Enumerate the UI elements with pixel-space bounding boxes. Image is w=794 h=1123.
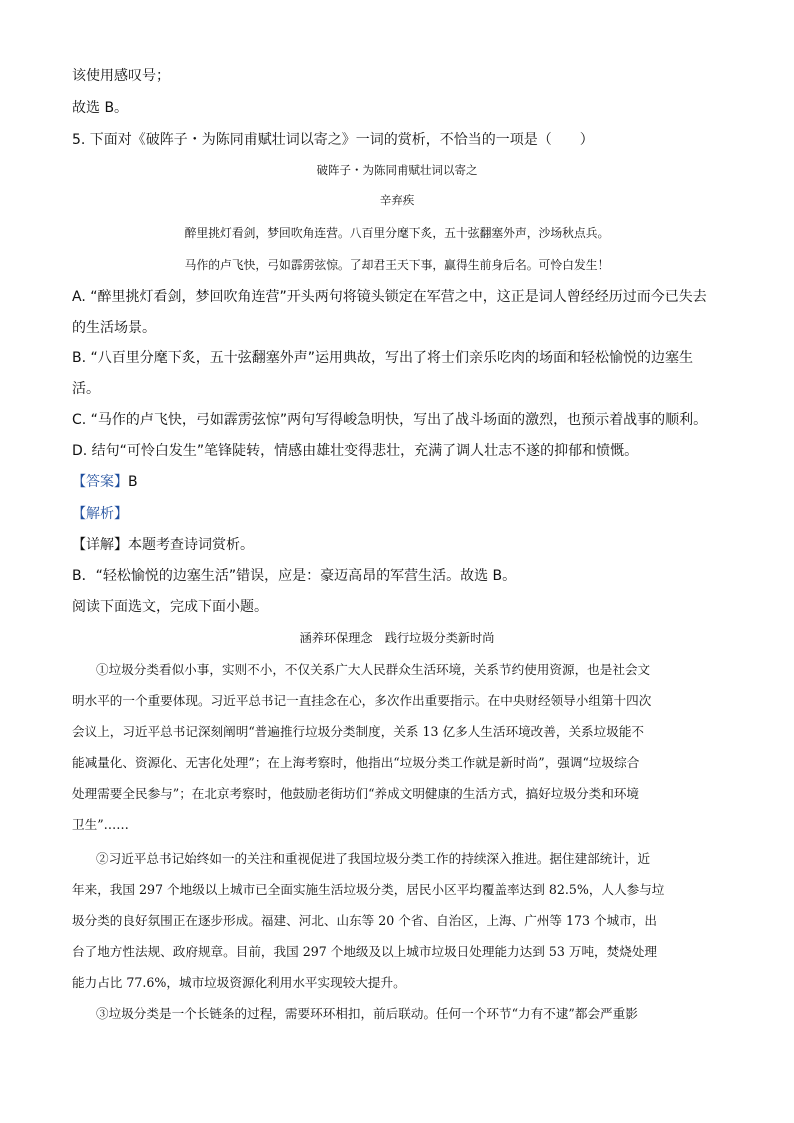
poem-author: 辛弃疾 <box>379 193 415 207</box>
option-d: D. 结句“可怜白发生”笔锋陡转，情感由雄壮变得悲壮，充满了调人壮志不遂的抑郁和愤慨。 <box>72 443 639 459</box>
analysis-label: 【解析】 <box>72 506 128 522</box>
option-b-cont: 活。 <box>72 381 100 397</box>
option-c: C. “马作的卢飞快，弓如霹雳弦惊”两句写得峻急明快，写出了战斗场面的激烈，也预示着战事的顺利。 <box>72 412 708 428</box>
option-a: A. “醉里挑灯看剑，梦回吹角连营”开头两句将镜头锁定在军营之中，这正是词人曾经经历过而今已失去 <box>72 289 707 305</box>
essay-line: 圾分类的良好氛围正在逐步形成。福建、河北、山东等 20 个省、自治区，上海、广州等 173 个城市，出 <box>72 913 658 928</box>
essay-title: 涵养环保理念 践行垃圾分类新时尚 <box>299 631 495 645</box>
essay-line: ①垃圾分类看似小事，实则不小，不仅关系广大人民群众生活环境，关系节约使用资源，也是社会文 <box>96 662 651 677</box>
answer-value: B <box>128 474 138 490</box>
poem-line: 马作的卢飞快，弓如霹雳弦惊。了却君王天下事，赢得生前身后名。可怜白发生！ <box>184 258 610 272</box>
essay-line: 能减量化、资源化、无害化处理”；在上海考察时，他指出“垃圾分类工作就是新时尚”，强调“垃圾综合 <box>72 755 640 770</box>
essay-line: 卫生”…… <box>72 817 129 832</box>
detail-explanation: B．“轻松愉悦的边塞生活”错误，应是：豪迈高昂的军营生活。故选 B。 <box>72 568 517 584</box>
essay-line: 处理需要全民参与”；在北京考察时，他鼓励老街坊们“养成文明健康的生活方式，搞好垃圾分类和环境 <box>72 786 640 801</box>
detail-label: 【详解】 <box>72 537 128 553</box>
essay-line: 会议上，习近平总书记深刻阐明“普遍推行垃圾分类制度，关系 13 亿多人生活环境改善，关系垃圾能不 <box>72 724 645 739</box>
option-b: B. “八百里分麾下炙，五十弦翻塞外声”运用典故，写出了将士们亲乐吃肉的场面和轻松愉悦的边塞生 <box>72 350 694 366</box>
answer-label: 【答案】 <box>72 474 128 490</box>
poem-title: 破阵子・为陈同甫赋壮词以寄之 <box>316 163 478 177</box>
answer-line <box>72 472 722 492</box>
essay-line: ③垃圾分类是一个长链条的过程，需要环环相扣，前后联动。任何一个环节“力有不逮”都会严重影 <box>96 1006 638 1021</box>
essay-line: 台了地方性法规、政府规章。目前，我国 297 个地级及以上城市垃圾日处理能力达到 53 万吨，焚烧处理 <box>72 944 658 959</box>
text-line: 故选 B。 <box>72 100 129 116</box>
detail-line <box>72 535 722 555</box>
detail-text: 本题考查诗词赏析。 <box>128 537 254 553</box>
reading-prompt: 阅读下面选文，完成下面小题。 <box>72 599 268 615</box>
essay-line: 年来，我国 297 个地级以上城市已全面实施生活垃圾分类，居民小区平均覆盖率达到 82.5%，人人参与垃 <box>72 882 665 897</box>
poem-line: 醉里挑灯看剑，梦回吹角连营。八百里分麾下炙，五十弦翻塞外声，沙场秋点兵。 <box>184 226 610 240</box>
text-line: 该使用感叹号； <box>72 68 170 84</box>
essay-line: ②习近平总书记始终如一的关注和重视促进了我国垃圾分类工作的持续深入推进。据住建部统计，近 <box>96 851 651 866</box>
question-5: 5. 下面对《破阵子・为陈同甫赋壮词以寄之》一词的赏析，不恰当的一项是（ ） <box>72 132 594 148</box>
essay-line: 明水平的一个重要体现。习近平总书记一直挂念在心，多次作出重要指示。在中央财经领导小组第十四次 <box>72 693 652 708</box>
essay-line: 能力占比 77.6%，城市垃圾资源化利用水平实现较大提升。 <box>72 975 406 990</box>
option-a-cont: 的生活场景。 <box>72 320 156 336</box>
